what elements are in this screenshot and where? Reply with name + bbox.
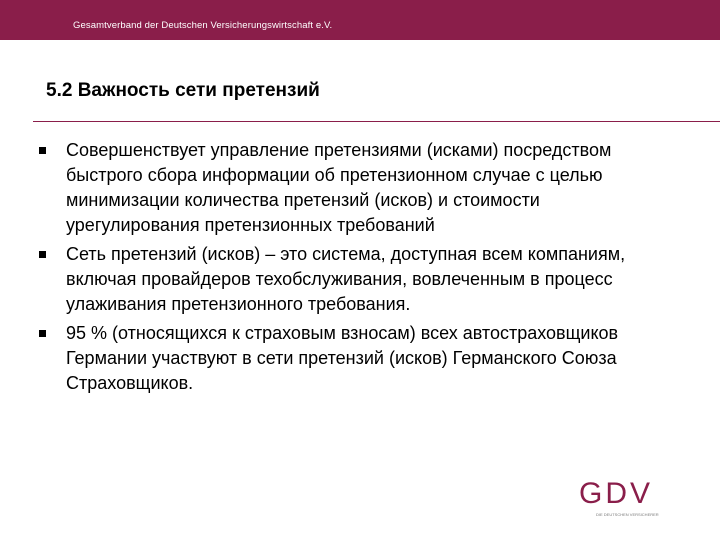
- bullet-item: [36, 138, 676, 238]
- header-bar: [0, 0, 720, 40]
- bullet-item: [36, 242, 676, 317]
- bullet-item: [36, 321, 676, 396]
- square-bullet-icon: [39, 251, 46, 258]
- bullet-text: Совершенствует управление претензиями (исками) посредством быстрого сбора информации об претензионном случае с целью минимизации количества претензий (исков) и стоимости урегулирования претензионных требований: [66, 140, 612, 235]
- slide-title: 5.2 Важность сети претензий: [46, 80, 320, 101]
- bullet-text: Сеть претензий (исков) – это система, доступная всем компаниям, включая провайдеров техобслуживания, вовлеченным в процесс улаживания претензионного требования.: [66, 244, 626, 314]
- organization-name: Gesamtverband der Deutschen Versicherungswirtschaft e.V.: [73, 20, 333, 31]
- bullet-list: [36, 138, 676, 400]
- gdv-logo-text: GDV: [579, 477, 654, 510]
- square-bullet-icon: [39, 147, 46, 154]
- bullet-text: 95 % (относящихся к страховым взносам) всех автостраховщиков Германии участвуют в сети претензий (исков) Германского Союза Страховщиков.: [66, 323, 619, 393]
- square-bullet-icon: [39, 330, 46, 337]
- gdv-logo-subtext: DIE DEUTSCHEN VERSICHERER: [596, 512, 659, 517]
- title-divider: [33, 121, 720, 122]
- gdv-logo: [579, 478, 689, 528]
